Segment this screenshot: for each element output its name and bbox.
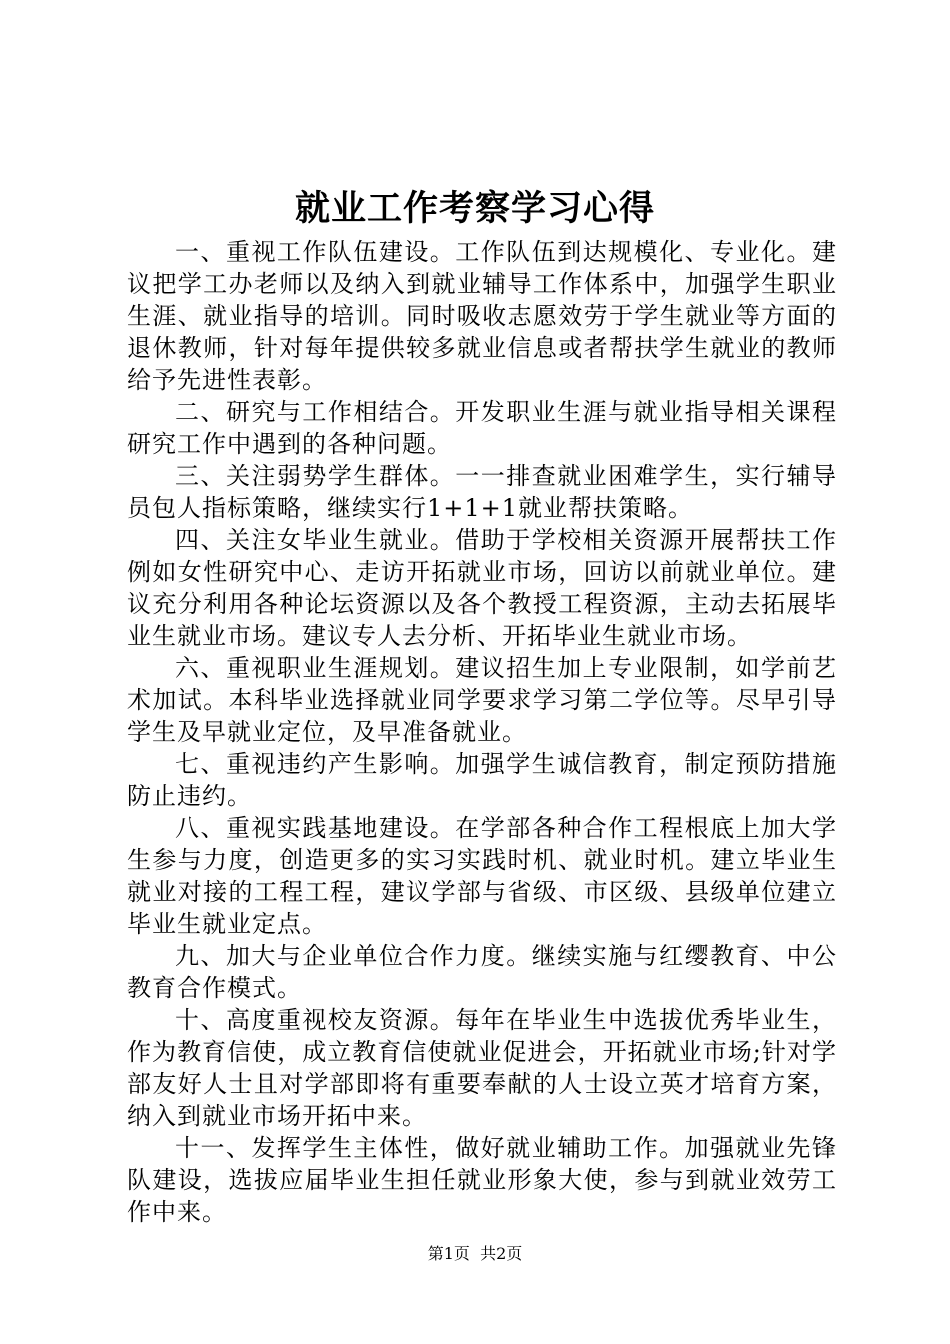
- page-number-label: 第1页 共2页: [427, 1244, 523, 1263]
- paragraph-3: 三、关注弱势学生群体。一一排查就业困难学生，实行辅导员包人指标策略，继续实行1+1+1就业帮扶策略。: [127, 462, 837, 522]
- paragraph-10: 十、高度重视校友资源。每年在毕业生中选拔优秀毕业生，作为教育信使，成立教育信使就业促进会，开拓就业市场;针对学部友好人士且对学部即将有重要奉献的人士设立英才培育方案，纳入到就业市场开拓中来。: [127, 1006, 837, 1130]
- document-body: [127, 236, 837, 1228]
- paragraph-11: 十一、发挥学生主体性，做好就业辅助工作。加强就业先锋队建设，选拔应届毕业生担任就业形象大使，参与到就业效劳工作中来。: [127, 1134, 837, 1226]
- paragraph-9: 九、加大与企业单位合作力度。继续实施与红缨教育、中公教育合作模式。: [127, 942, 837, 1002]
- page-footer: [0, 1243, 950, 1265]
- paragraph-4: 四、关注女毕业生就业。借助于学校相关资源开展帮扶工作例如女性研究中心、走访开拓就业市场，回访以前就业单位。建议充分利用各种论坛资源以及各个教授工程资源，主动去拓展毕业生就业市场。建议专人去分析、开拓毕业生就业市场。: [127, 526, 837, 650]
- document-title: 就业工作考察学习心得: [294, 188, 655, 229]
- paragraph-2: 二、研究与工作相结合。开发职业生涯与就业指导相关课程研究工作中遇到的各种问题。: [127, 398, 837, 458]
- paragraph-6: 六、重视职业生涯规划。建议招生加上专业限制，如学前艺术加试。本科毕业选择就业同学要求学习第二学位等。尽早引导学生及早就业定位，及早准备就业。: [127, 654, 837, 746]
- paragraph-8: 八、重视实践基地建设。在学部各种合作工程根底上加大学生参与力度，创造更多的实习实践时机、就业时机。建立毕业生就业对接的工程工程，建议学部与省级、市区级、县级单位建立毕业生就业定点。: [127, 814, 837, 938]
- paragraph-7: 七、重视违约产生影响。加强学生诚信教育，制定预防措施防止违约。: [127, 750, 837, 810]
- paragraph-1: 一、重视工作队伍建设。工作队伍到达规模化、专业化。建议把学工办老师以及纳入到就业辅导工作体系中，加强学生职业生涯、就业指导的培训。同时吸收志愿效劳于学生就业等方面的退休教师，针对每年提供较多就业信息或者帮扶学生就业的教师给予先进性表彰。: [127, 238, 837, 394]
